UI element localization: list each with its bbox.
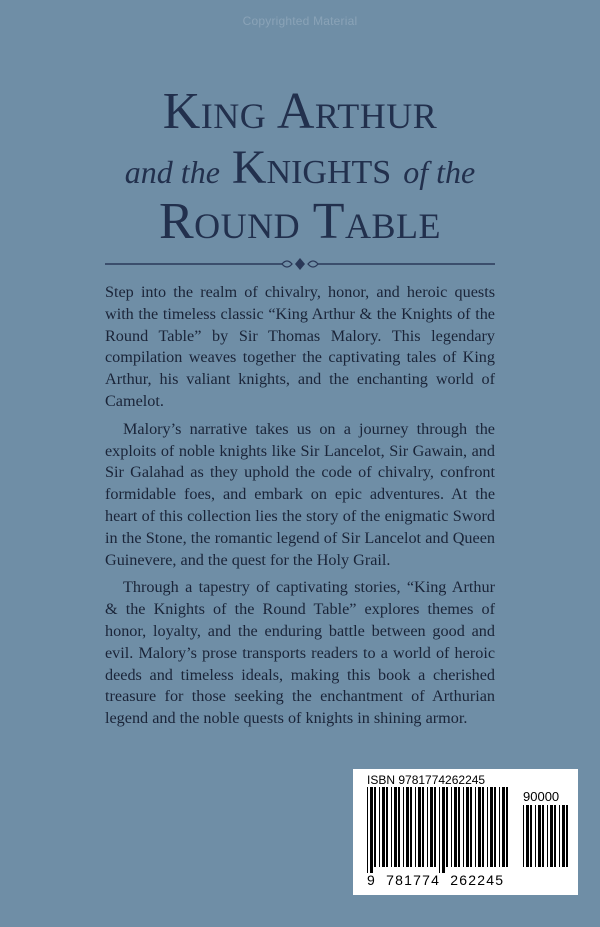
barcode-digits: 9 781774 262245 xyxy=(367,872,505,888)
description-paragraph-2: Malory’s narrative takes us on a journey through the exploits of noble knights like Sir Lancelot, Sir Gawain, and Sir Galahad as they uphold the code of chivalry, confront formidable foes, and embark on epic adventures. At the heart of this collection lies the story of the enigmatic Sword in the Stone, the romantic legend of Sir Lancelot and Queen Guinevere, and the quest for the Holy Grail. xyxy=(105,419,495,569)
price-barcode-icon xyxy=(523,805,569,873)
book-title xyxy=(90,83,510,250)
description-paragraph-1: Step into the realm of chivalry, honor, and heroic quests with the timeless classic “King Arthur & the Knights of the Round Table” by Sir Thomas Malory. This legendary compilation weaves together the captivating tales of King Arthur, his valiant knights, and the enchanting world of Camelot. xyxy=(105,283,495,410)
watermark-text: Copyrighted Material xyxy=(242,14,358,28)
isbn-label: ISBN 9781774262245 xyxy=(367,773,486,787)
title-line-2-post: of the xyxy=(403,154,476,190)
title-line-3: Round Table xyxy=(159,193,441,250)
book-description xyxy=(105,282,495,730)
title-line-2-main: Knights xyxy=(231,141,392,194)
title-line-2-pre: and the xyxy=(124,154,220,190)
ornament-divider-icon xyxy=(105,256,495,272)
title-line-2 xyxy=(90,141,510,194)
price-code: 90000 xyxy=(523,789,560,804)
title-line-1: King Arthur xyxy=(162,83,438,140)
barcode-panel xyxy=(353,769,578,895)
isbn-barcode-icon xyxy=(367,787,512,873)
description-paragraph-3: Through a tapestry of captivating stories, “King Arthur & the Knights of the Round Table” explores themes of honor, loyalty, and the enduring battle between good and evil. Malory’s prose transports readers to a world of heroic deeds and timeless ideals, making this book a cherished treasure for those seeking the enchantment of Arthurian legend and the noble quests of knights in shining armor. xyxy=(105,578,495,728)
